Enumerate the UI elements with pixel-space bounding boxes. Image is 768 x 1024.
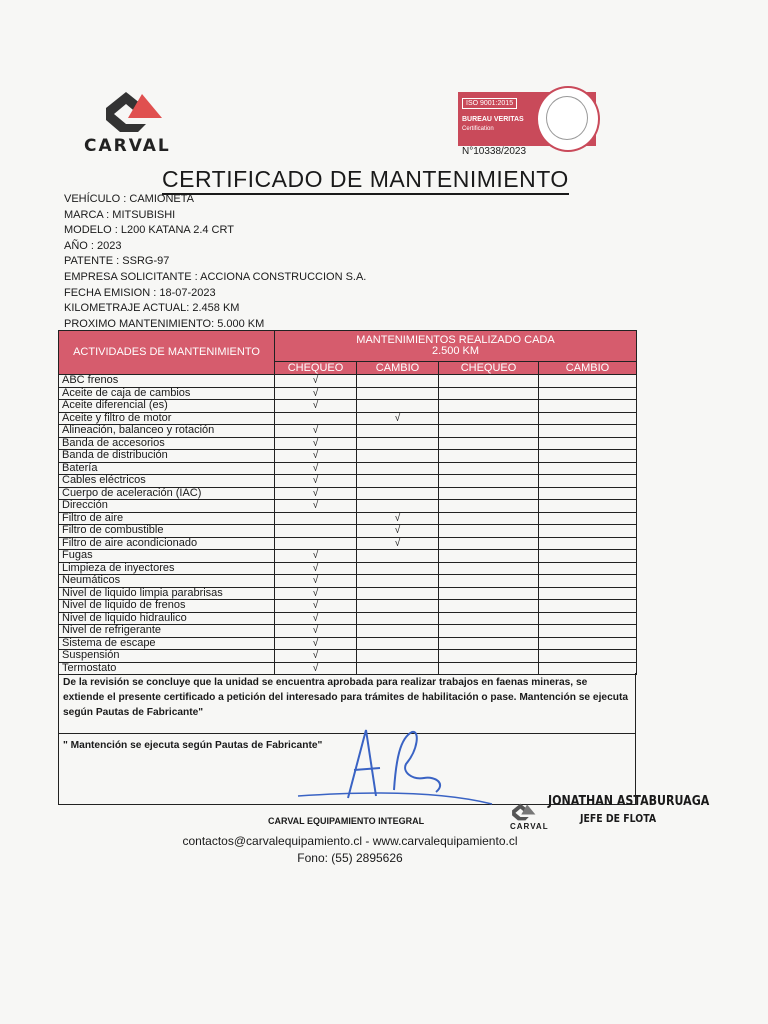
column-header: CAMBIO [539, 362, 637, 375]
mark-cell [357, 425, 439, 438]
mark-cell [539, 500, 637, 513]
mark-cell: √ [357, 412, 439, 425]
table-row [59, 525, 637, 538]
mark-cell: √ [275, 450, 357, 463]
info-line: PROXIMO MANTENIMIENTO: 5.000 KM [64, 317, 265, 330]
mark-cell [439, 400, 539, 413]
mark-cell: √ [275, 550, 357, 563]
activity-cell: Cables eléctricos [59, 475, 275, 488]
handwritten-signature [296, 720, 496, 810]
mark-cell: √ [275, 650, 357, 663]
mark-cell [439, 475, 539, 488]
mark-cell: √ [275, 387, 357, 400]
mark-cell: √ [275, 587, 357, 600]
table-row [59, 625, 637, 638]
mark-cell [539, 650, 637, 663]
activity-cell: Filtro de aire [59, 512, 275, 525]
mark-cell: √ [275, 437, 357, 450]
mark-cell [439, 625, 539, 638]
activity-cell: Fugas [59, 550, 275, 563]
mark-cell [539, 475, 637, 488]
mark-cell [439, 562, 539, 575]
conclusion-text: De la revisión se concluye que la unidad se encuentra aprobada para realizar trabajos en faenas mineras, se extiende el presente certificado a petición del interesado para trámites de habilitación o pase. Mantención se ejecuta según Pautas de Fabricante" [63, 677, 629, 718]
contact-line: contactos@carvalequipamiento.cl - www.carvalequipamiento.cl [182, 834, 518, 848]
mark-cell: √ [275, 475, 357, 488]
iso-label: ISO 9001:2015 [462, 98, 517, 109]
mark-cell [539, 412, 637, 425]
mark-cell [539, 575, 637, 588]
mark-cell [439, 450, 539, 463]
table-row [59, 612, 637, 625]
mark-cell [357, 600, 439, 613]
mark-cell: √ [275, 500, 357, 513]
mark-cell [439, 512, 539, 525]
activity-cell: Nivel de refrigerante [59, 625, 275, 638]
mark-cell [357, 550, 439, 563]
activity-cell: Aceite y filtro de motor [59, 412, 275, 425]
mark-cell [539, 400, 637, 413]
mark-cell [439, 487, 539, 500]
mark-cell: √ [275, 562, 357, 575]
table-row [59, 462, 637, 475]
info-line: VEHÍCULO : CAMIONETA [64, 193, 194, 205]
mark-cell [539, 550, 637, 563]
signer-name: JONATHAN ASTABURUAGA [548, 794, 710, 809]
activity-cell: Nivel de liquido limpia parabrisas [59, 587, 275, 600]
mark-cell [357, 462, 439, 475]
mark-cell: √ [275, 625, 357, 638]
mark-cell [439, 600, 539, 613]
table-row [59, 650, 637, 663]
activity-cell: Batería [59, 462, 275, 475]
table-row [59, 387, 637, 400]
column-header: CHEQUEO [439, 362, 539, 375]
mark-cell [539, 462, 637, 475]
logo-wordmark: CARVAL [84, 136, 171, 156]
mark-cell [275, 537, 357, 550]
mark-cell [439, 587, 539, 600]
mark-cell [539, 600, 637, 613]
info-line: FECHA EMISION : 18-07-2023 [64, 286, 216, 299]
carval-logo-mark-icon [102, 88, 172, 136]
activity-cell: Sistema de escape [59, 637, 275, 650]
activity-cell: Banda de distribución [59, 450, 275, 463]
mark-cell [275, 512, 357, 525]
mark-cell: √ [275, 425, 357, 438]
maintenance-interval-line2: 2.500 KM [431, 345, 480, 357]
column-header: CAMBIO [357, 362, 439, 375]
mark-cell: √ [275, 375, 357, 388]
vehicle-info [64, 192, 366, 332]
mark-cell: √ [357, 525, 439, 538]
mark-cell [439, 537, 539, 550]
activity-cell: Nivel de liquido hidraulico [59, 612, 275, 625]
table-row [59, 412, 637, 425]
activity-cell: Nivel de liquido de frenos [59, 600, 275, 613]
table-row [59, 512, 637, 525]
table-row [59, 500, 637, 513]
mark-cell [539, 587, 637, 600]
mark-cell [439, 575, 539, 588]
mark-cell [357, 475, 439, 488]
mark-cell [357, 637, 439, 650]
certifier-name: BUREAU VERITAS [462, 116, 524, 123]
maintenance-interval-header [275, 331, 637, 362]
table-row [59, 537, 637, 550]
activity-cell: Neumáticos [59, 575, 275, 588]
maintenance-table [58, 330, 637, 675]
activity-cell: ABC frenos [59, 375, 275, 388]
table-row [59, 375, 637, 388]
mark-cell: √ [275, 400, 357, 413]
mark-cell [539, 637, 637, 650]
mark-cell: √ [275, 637, 357, 650]
table-row [59, 450, 637, 463]
mark-cell [357, 625, 439, 638]
mark-cell [539, 562, 637, 575]
mark-cell [357, 562, 439, 575]
mark-cell [439, 462, 539, 475]
mark-cell [439, 375, 539, 388]
table-row [59, 587, 637, 600]
mark-cell [357, 612, 439, 625]
activity-cell: Suspensión [59, 650, 275, 663]
table-row [59, 550, 637, 563]
activity-cell: Aceite diferencial (es) [59, 400, 275, 413]
activity-cell: Cuerpo de aceleración (IAC) [59, 487, 275, 500]
stamp-logo-icon [510, 802, 540, 822]
mark-cell [539, 525, 637, 538]
info-line: KILOMETRAJE ACTUAL: 2.458 KM [64, 302, 240, 315]
table-row [59, 400, 637, 413]
activity-cell: Limpieza de inyectores [59, 562, 275, 575]
info-line: MARCA : MITSUBISHI [64, 208, 176, 221]
mark-cell [275, 412, 357, 425]
mark-cell [357, 487, 439, 500]
mark-cell [539, 375, 637, 388]
mark-cell [357, 437, 439, 450]
mark-cell [357, 500, 439, 513]
footer-company: CARVAL EQUIPAMIENTO INTEGRAL [268, 816, 425, 826]
certification-label: Certification [462, 126, 494, 132]
mark-cell: √ [275, 612, 357, 625]
mark-cell [439, 550, 539, 563]
mark-cell [439, 500, 539, 513]
mark-cell [539, 625, 637, 638]
activities-header: ACTIVIDADES DE MANTENIMIENTO [59, 331, 275, 375]
mark-cell [357, 387, 439, 400]
carval-logo [84, 86, 204, 156]
maintenance-interval-line1: MANTENIMIENTOS REALIZADO CADA [356, 334, 555, 346]
phone-line: Fono: (55) 2895626 [297, 851, 403, 865]
mark-cell [539, 425, 637, 438]
maintenance-table-body [59, 375, 637, 675]
mark-cell: √ [357, 537, 439, 550]
iso-certification-badge [458, 92, 596, 146]
mark-cell [439, 412, 539, 425]
mark-cell [539, 612, 637, 625]
activity-cell: Aceite de caja de cambios [59, 387, 275, 400]
certificate-number: N°10338/2023 [462, 146, 527, 157]
table-row [59, 437, 637, 450]
info-line: EMPRESA SOLICITANTE : ACCIONA CONSTRUCCION S.A. [64, 270, 367, 283]
mark-cell [439, 612, 539, 625]
activity-cell: Filtro de combustible [59, 525, 275, 538]
activity-cell: Banda de accesorios [59, 437, 275, 450]
mark-cell [439, 525, 539, 538]
table-row [59, 575, 637, 588]
page-title: CERTIFICADO DE MANTENIMIENTO [162, 165, 569, 195]
mark-cell: √ [275, 662, 357, 675]
table-row [59, 475, 637, 488]
mark-cell: √ [275, 575, 357, 588]
mark-cell [357, 400, 439, 413]
table-row [59, 637, 637, 650]
info-line: AÑO : 2023 [64, 239, 122, 252]
mark-cell [539, 512, 637, 525]
mark-cell [357, 587, 439, 600]
mark-cell [439, 425, 539, 438]
table-row [59, 487, 637, 500]
mark-cell [357, 450, 439, 463]
info-line: PATENTE : SSRG-97 [64, 255, 170, 268]
manufacturer-note: " Mantención se ejecuta según Pautas de Fabricante" [63, 740, 323, 751]
mark-cell [539, 537, 637, 550]
mark-cell [357, 375, 439, 388]
table-row [59, 600, 637, 613]
activity-cell: Termostato [59, 662, 275, 675]
mark-cell [439, 437, 539, 450]
mark-cell: √ [357, 512, 439, 525]
mark-cell: √ [275, 462, 357, 475]
mark-cell [539, 387, 637, 400]
signer-role: JEFE DE FLOTA [580, 812, 657, 825]
mark-cell [357, 650, 439, 663]
bureau-veritas-seal-icon [536, 86, 600, 152]
column-header: CHEQUEO [275, 362, 357, 375]
info-line: MODELO : L200 KATANA 2.4 CRT [64, 224, 234, 237]
mark-cell [539, 487, 637, 500]
mark-cell: √ [275, 600, 357, 613]
mark-cell [275, 525, 357, 538]
mark-cell [357, 575, 439, 588]
table-row [59, 425, 637, 438]
activity-cell: Dirección [59, 500, 275, 513]
mark-cell [539, 450, 637, 463]
stamp-brand: CARVAL [510, 822, 549, 831]
mark-cell [439, 637, 539, 650]
mark-cell [439, 650, 539, 663]
mark-cell: √ [275, 487, 357, 500]
activity-cell: Filtro de aire acondicionado [59, 537, 275, 550]
activity-cell: Alineación, balanceo y rotación [59, 425, 275, 438]
mark-cell [439, 387, 539, 400]
mark-cell [539, 437, 637, 450]
table-row [59, 562, 637, 575]
